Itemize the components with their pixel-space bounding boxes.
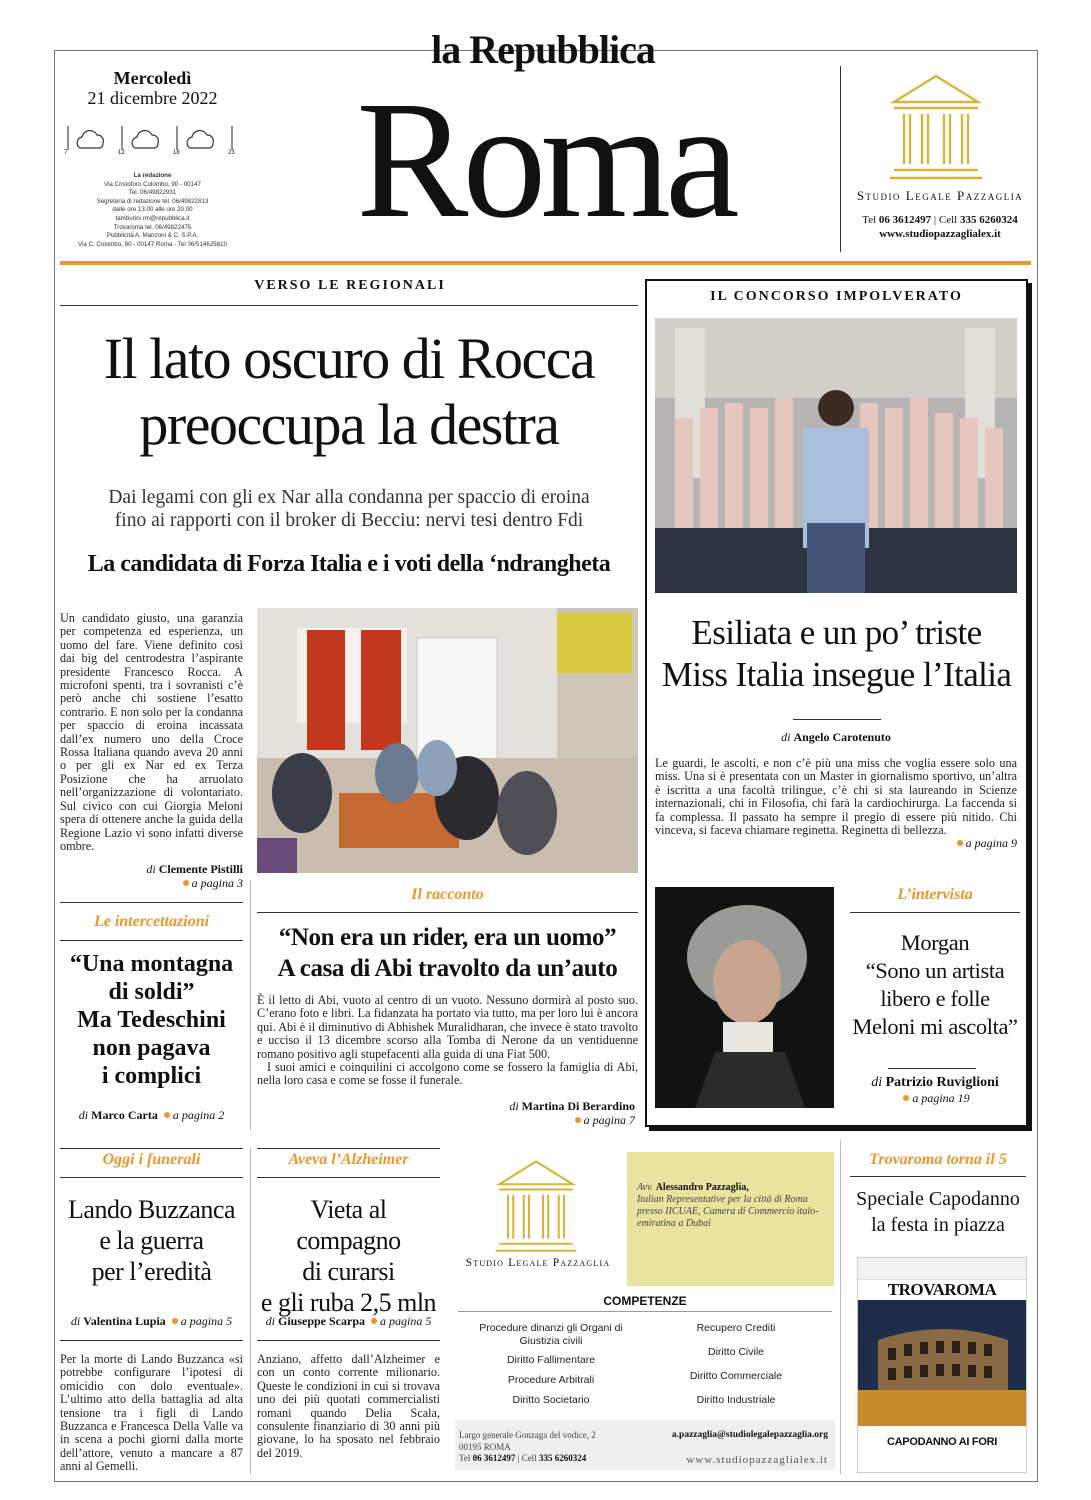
funerali-byline[interactable] [60, 1314, 243, 1329]
funerali-headline [60, 1194, 243, 1287]
trovaroma-headline [845, 1186, 1031, 1238]
miss-headline [650, 612, 1023, 696]
masthead-orange-rule [60, 261, 1031, 265]
ad-cell: 335 6260324 [959, 214, 1018, 226]
funerali-headline-line: Lando Buzzanca [68, 1195, 235, 1224]
bullet-icon [575, 1117, 581, 1123]
morgan-page-ref[interactable] [843, 1091, 1027, 1106]
morgan-headline-line: libero e folle [880, 986, 990, 1011]
weather-hour-4: 23 [228, 150, 235, 156]
competenze-item: Diritto Societario [512, 1394, 590, 1406]
funerali-headline-line: e la guerra [99, 1226, 204, 1255]
bullet-icon [164, 1112, 170, 1118]
rider-headline-line-1: “Non era un rider, era un uomo” [278, 924, 617, 951]
column-divider [250, 1148, 251, 1474]
morgan-author: Patrizio Ruviglioni [885, 1075, 999, 1090]
main-body: Un candidato giusto, una garanzia per competenza ed esperienza, un uomo del fare. Viene definito così dai big del centrodestra l’aspirante presidente Francesco Rocca. A microfoni spenti, tra i sovranisti c’è però anche chi sostiene l’esatto contrario. E non solo per la condanna per spaccio di eroina incassata dall’ex numero uno della Croce Rossa Italiana quando aveva 20 anni o per gli ex Nar ed ex Terza Posizione che ha arruolato nell’organizzazione di volontariato. Sul civico con cui Giorgia Meloni spera di ottenere anche la guida della Regione Lazio vi sono infatti diverse ombre. [60, 612, 243, 853]
alzheimer-kicker: Aveva l’Alzheimer [288, 1151, 409, 1168]
competenze-item: Procedure dinanzi gli Organi di Giustizia civili [479, 1322, 623, 1347]
bullet-icon [903, 1095, 909, 1101]
rider-author: Martina Di Berardino [521, 1099, 635, 1113]
competenze-rule [458, 1311, 832, 1312]
alzheimer-headline-line: Vieta al compagno [296, 1195, 401, 1255]
competenze-left [460, 1322, 642, 1414]
rider-headline [257, 922, 638, 984]
rider-body-p2: I suoi amici e coinquilini ci accolgono come se fossero la famiglia di Abi, nella loro casa e come se fosse il funerale. [257, 1060, 638, 1088]
bottom-ad-address [459, 1430, 649, 1465]
intercept-author: Marco Carta [91, 1108, 158, 1122]
miss-page: a pagina 9 [965, 836, 1017, 850]
rider-headline-line-2: A casa di Abi travolto da un’auto [277, 955, 618, 982]
lawyer-name: Alessandro Pazzaglia, [655, 1182, 749, 1193]
intercept-rule [60, 940, 243, 941]
competenze-item: Procedure Arbitrali [507, 1374, 595, 1386]
ad-firm-name: Studio Legale Pazzaglia [856, 188, 1024, 203]
redazione-line: dalle ore 13.00 alle ore 20.00 [112, 206, 193, 214]
morgan-page: a pagina 19 [912, 1091, 970, 1105]
weather-hour-1: 7 [64, 150, 68, 156]
alzheimer-author: Giuseppe Scarpa [277, 1314, 365, 1328]
miss-page-ref[interactable] [655, 836, 1017, 851]
main-headline-line-2: preoccupa la destra [139, 392, 559, 457]
rider-page-ref[interactable] [257, 1113, 635, 1128]
morgan-byline [843, 1075, 1027, 1091]
main-section-label: VERSO LE REGIONALI [254, 278, 446, 293]
redazione-info [60, 172, 245, 249]
lawyer-prefix: Avv. [637, 1182, 654, 1193]
alzheimer-rule-bottom [257, 1340, 440, 1341]
competenze-item: Diritto Fallimentare [506, 1354, 596, 1366]
address-line-1: Largo generale Gonzaga del vodice, 2 [459, 1430, 596, 1440]
bottom-ad-lawyer [637, 1182, 827, 1230]
weather-hour-3: 18 [173, 150, 180, 156]
main-byline [60, 862, 243, 877]
intercept-byline[interactable] [60, 1108, 243, 1123]
intercept-rule-top [60, 902, 243, 903]
miss-byline-rule [793, 719, 881, 720]
rider-body-p1: È il letto di Abi, vuoto al centro di un vuoto. Nessuno dormirà al posto suo. C’erano foto e libri. La fidanzata ha portato via tutto, ma per loro lui è ancora qui. Abi è il diminutivo di Abhishek Muralidharan, che invece è stato travolto e ucciso il 13 dicembre scorso alla Tomba di Nerone da un ventiduenne romano positivo agli stupefacenti alla guida di una Fiat 500. [257, 993, 638, 1061]
competenze-item: Recupero Crediti [696, 1322, 776, 1334]
bullet-icon [371, 1318, 377, 1324]
lawyer-role: Italian Representative per la città di Roma presso IICUAE, Camera di Commercio italo-emiratina a Dubai [637, 1194, 819, 1229]
intercept-headline-line: i complici [101, 1063, 202, 1089]
morgan-headline-line: Meloni mi ascolta” [852, 1014, 1018, 1039]
rider-byline [257, 1099, 635, 1114]
alzheimer-headline-line: di curarsi [302, 1257, 395, 1286]
intercept-headline [60, 950, 243, 1090]
rider-by: di [509, 1099, 519, 1113]
main-headline [60, 326, 638, 458]
cover-strip [858, 1258, 1026, 1280]
redazione-line: Segreteria di redazione tel. 06/49822813 [96, 197, 209, 205]
morgan-headline-line: “Sono un artista [865, 958, 1005, 983]
morgan-by: di [871, 1075, 883, 1090]
funerali-by: di [70, 1314, 81, 1328]
weather-icons [62, 122, 244, 162]
funerali-headline-line: per l’eredità [91, 1257, 212, 1286]
alzheimer-rule-top [257, 1148, 440, 1149]
intercept-headline-line: di soldi” [108, 979, 195, 1005]
redazione-line: Via C. Colombo, 90 - 00147 Roma - Tel 06/514625810 [77, 240, 228, 248]
cover-caption: CAPODANNO AI FORI [887, 1436, 997, 1448]
rider-body [257, 994, 638, 1088]
miss-by: di [781, 730, 791, 744]
competenze-item: Diritto Civile [707, 1346, 764, 1358]
intercept-kicker: Le intercettazioni [93, 913, 210, 930]
redazione-line: tamburini.rm@repubblica.it [115, 214, 190, 222]
miss-author: Angelo Carotenuto [793, 730, 891, 744]
competenze-item: Diritto Commerciale [689, 1370, 783, 1382]
rider-rule [257, 912, 638, 913]
alzheimer-page: a pagina 5 [380, 1314, 432, 1328]
bottom-ad-web[interactable]: www.studiopazzaglialex.it [686, 1454, 828, 1466]
tel-prefix: Tel [459, 1453, 471, 1463]
intercept-headline-line: Ma Tedeschini [77, 1007, 226, 1033]
funerali-rule [60, 1177, 243, 1178]
weather-strip [62, 122, 244, 162]
cover-title: TROVAROMA [887, 1280, 997, 1299]
funerali-rule-bottom [60, 1340, 243, 1341]
main-subhead: La candidata di Forza Italia e i voti della ‘ndrangheta [87, 551, 611, 577]
cloud-icon [77, 131, 213, 148]
date-full: 21 dicembre 2022 [87, 88, 218, 108]
morgan-headline-line: Morgan [900, 930, 970, 955]
funerali-body: Per la morte di Lando Buzzanca «si potrebbe configurare l’ipotesi di omicidio con dolo eventuale». L’ultimo atto della battaglia ad alta tensione tra i figli di Lando Buzzanca e Francesca Della Valle va in scena a pochi giorni dalla morte dell’attore, venuto a mancare a 87 anni al Gemelli. [60, 1352, 243, 1474]
temple-logo-icon [490, 1158, 582, 1256]
column-divider [840, 1140, 841, 1474]
weather-hour-2: 12 [118, 150, 125, 156]
funerali-kicker: Oggi i funerali [102, 1151, 201, 1168]
ad-phones: Tel 06 3612497 | Cell 335 6260324 [862, 214, 1018, 226]
morgan-photo-image [655, 887, 834, 1108]
miss-body: Le guardi, le ascolti, e non c’è più una miss che voglia essere solo una miss. Una si è presentata con un Master in giornalismo sportivo, un’altra è iscritta a una facoltà trilingue, c’è chi si sta laureando in Scienze internazionali, chi in Filosofia, chi farà la cardiochirurga. La faccenda si fa complessa. Il passato ha sempre il pregio di essere più nitido. Chi vinceva, si faceva chiamare reginetta. Reginetta di bellezza. [655, 756, 1017, 838]
intercept-page: a pagina 2 [172, 1108, 225, 1122]
miss-photo [655, 318, 1017, 593]
intercept-by: di [78, 1108, 89, 1122]
miss-headline-line-2: Miss Italia insegue l’Italia [661, 655, 1012, 694]
morgan-rule [850, 912, 1020, 913]
redazione-line: Pubblicità A. Manzoni & C. S.P.A. [106, 232, 199, 240]
redazione-line: Trovaroma tel. 06/49822475 [113, 223, 192, 231]
rider-photo [257, 608, 638, 873]
ad-divider [840, 66, 841, 252]
rider-kicker: Il racconto [411, 886, 484, 903]
cover-colosseum-image [858, 1300, 1027, 1426]
funerali-page: a pagina 5 [180, 1314, 233, 1328]
brand-logo: la Repubblica [431, 27, 655, 72]
bullet-icon [172, 1318, 178, 1324]
main-section-rule [60, 305, 638, 306]
ad-cell-prefix: Cell [938, 214, 958, 226]
alzheimer-headline [257, 1194, 440, 1318]
trovaroma-headline-line-2: la festa in piazza [871, 1214, 1005, 1236]
redazione-line: Via Cristoforo Colombo, 90 - 00147 [104, 180, 201, 188]
bottom-ad-firm-name: Studio Legale Pazzaglia [465, 1257, 611, 1269]
tel: 06 3612497 [472, 1453, 516, 1463]
morgan-headline [843, 929, 1027, 1041]
main-deck [60, 486, 638, 532]
funerali-author: Valentina Lupia [83, 1314, 166, 1328]
address-phones: Tel 06 3612497 | Cell 335 6260324 [459, 1453, 587, 1463]
address-line-2: 00195 ROMA [459, 1441, 511, 1452]
miss-byline [655, 730, 1017, 745]
bullet-icon [183, 880, 189, 886]
intercept-headline-line: non pagava [92, 1035, 211, 1061]
alzheimer-byline[interactable] [257, 1314, 440, 1329]
morgan-kicker: L’intervista [897, 886, 973, 903]
alzheimer-by: di [265, 1314, 275, 1328]
competenze-item: Diritto Industriale [696, 1394, 776, 1406]
cell: 335 6260324 [538, 1453, 587, 1463]
miss-headline-line-1: Esiliata e un po’ triste [691, 613, 982, 652]
bullet-icon [957, 840, 963, 846]
column-divider [250, 880, 251, 1130]
alzheimer-body: Anziano, affetto dall’Alzheimer e con un conto corrente milionario. Queste le condizioni in cui si trovava uno dei più quotati commercialisti romani quando Delia Scala, consulente finanziario di 30 anni più giovane, lo ha sposato nel febbraio del 2019. [257, 1352, 440, 1460]
main-page-ref[interactable] [60, 876, 243, 891]
miss-photo-image [655, 318, 1017, 593]
trovaroma-kicker: Trovaroma torna il 5 [869, 1151, 1007, 1168]
main-page: a pagina 3 [191, 876, 243, 890]
temple-logo-icon [888, 72, 984, 184]
intercept-headline-line: “Una montagna [69, 951, 234, 977]
funerali-rule-top [60, 1148, 243, 1149]
morgan-byline-rule [888, 1068, 976, 1069]
redazione-line: La redazione [133, 172, 172, 179]
edition-title: Roma [356, 67, 734, 253]
ad-tel-prefix: Tel [862, 214, 877, 226]
date-day: Mercoledì [113, 68, 192, 88]
competenze-title: COMPETENZE [603, 1294, 687, 1308]
cell-prefix: Cell [521, 1453, 537, 1463]
main-headline-line-1: Il lato oscuro di Rocca [103, 326, 595, 391]
trovaroma-headline-line-1: Speciale Capodanno [856, 1188, 1020, 1210]
miss-section-label: IL CONCORSO IMPOLVERATO [710, 289, 963, 304]
competenze-right [645, 1322, 827, 1414]
bottom-ad-email[interactable]: a.pazzaglia@studiolegalepazzaglia.org [671, 1430, 828, 1440]
redazione-line: Tel. 06/49822931 [128, 189, 177, 197]
morgan-photo [655, 887, 834, 1108]
main-deck-line-1: Dai legami con gli ex Nar alla condanna per spaccio di eroina [108, 487, 590, 508]
main-by: di [146, 862, 156, 876]
alzheimer-headline-line: e gli ruba 2,5 mln [260, 1288, 437, 1317]
trovaroma-cover[interactable] [857, 1257, 1027, 1473]
main-author: Clemente Pistilli [158, 862, 243, 876]
rider-photo-image [257, 608, 638, 873]
main-deck-line-2: fino ai rapporti con il broker di Becciu: nervi tesi dentro Fdi [114, 510, 584, 531]
ad-tel: 06 3612497 [878, 214, 932, 226]
trovaroma-rule [850, 1176, 1026, 1177]
rider-page: a pagina 7 [583, 1113, 635, 1127]
ad-web[interactable]: www.studiopazzaglialex.it [879, 228, 1001, 240]
alzheimer-rule [257, 1177, 440, 1178]
